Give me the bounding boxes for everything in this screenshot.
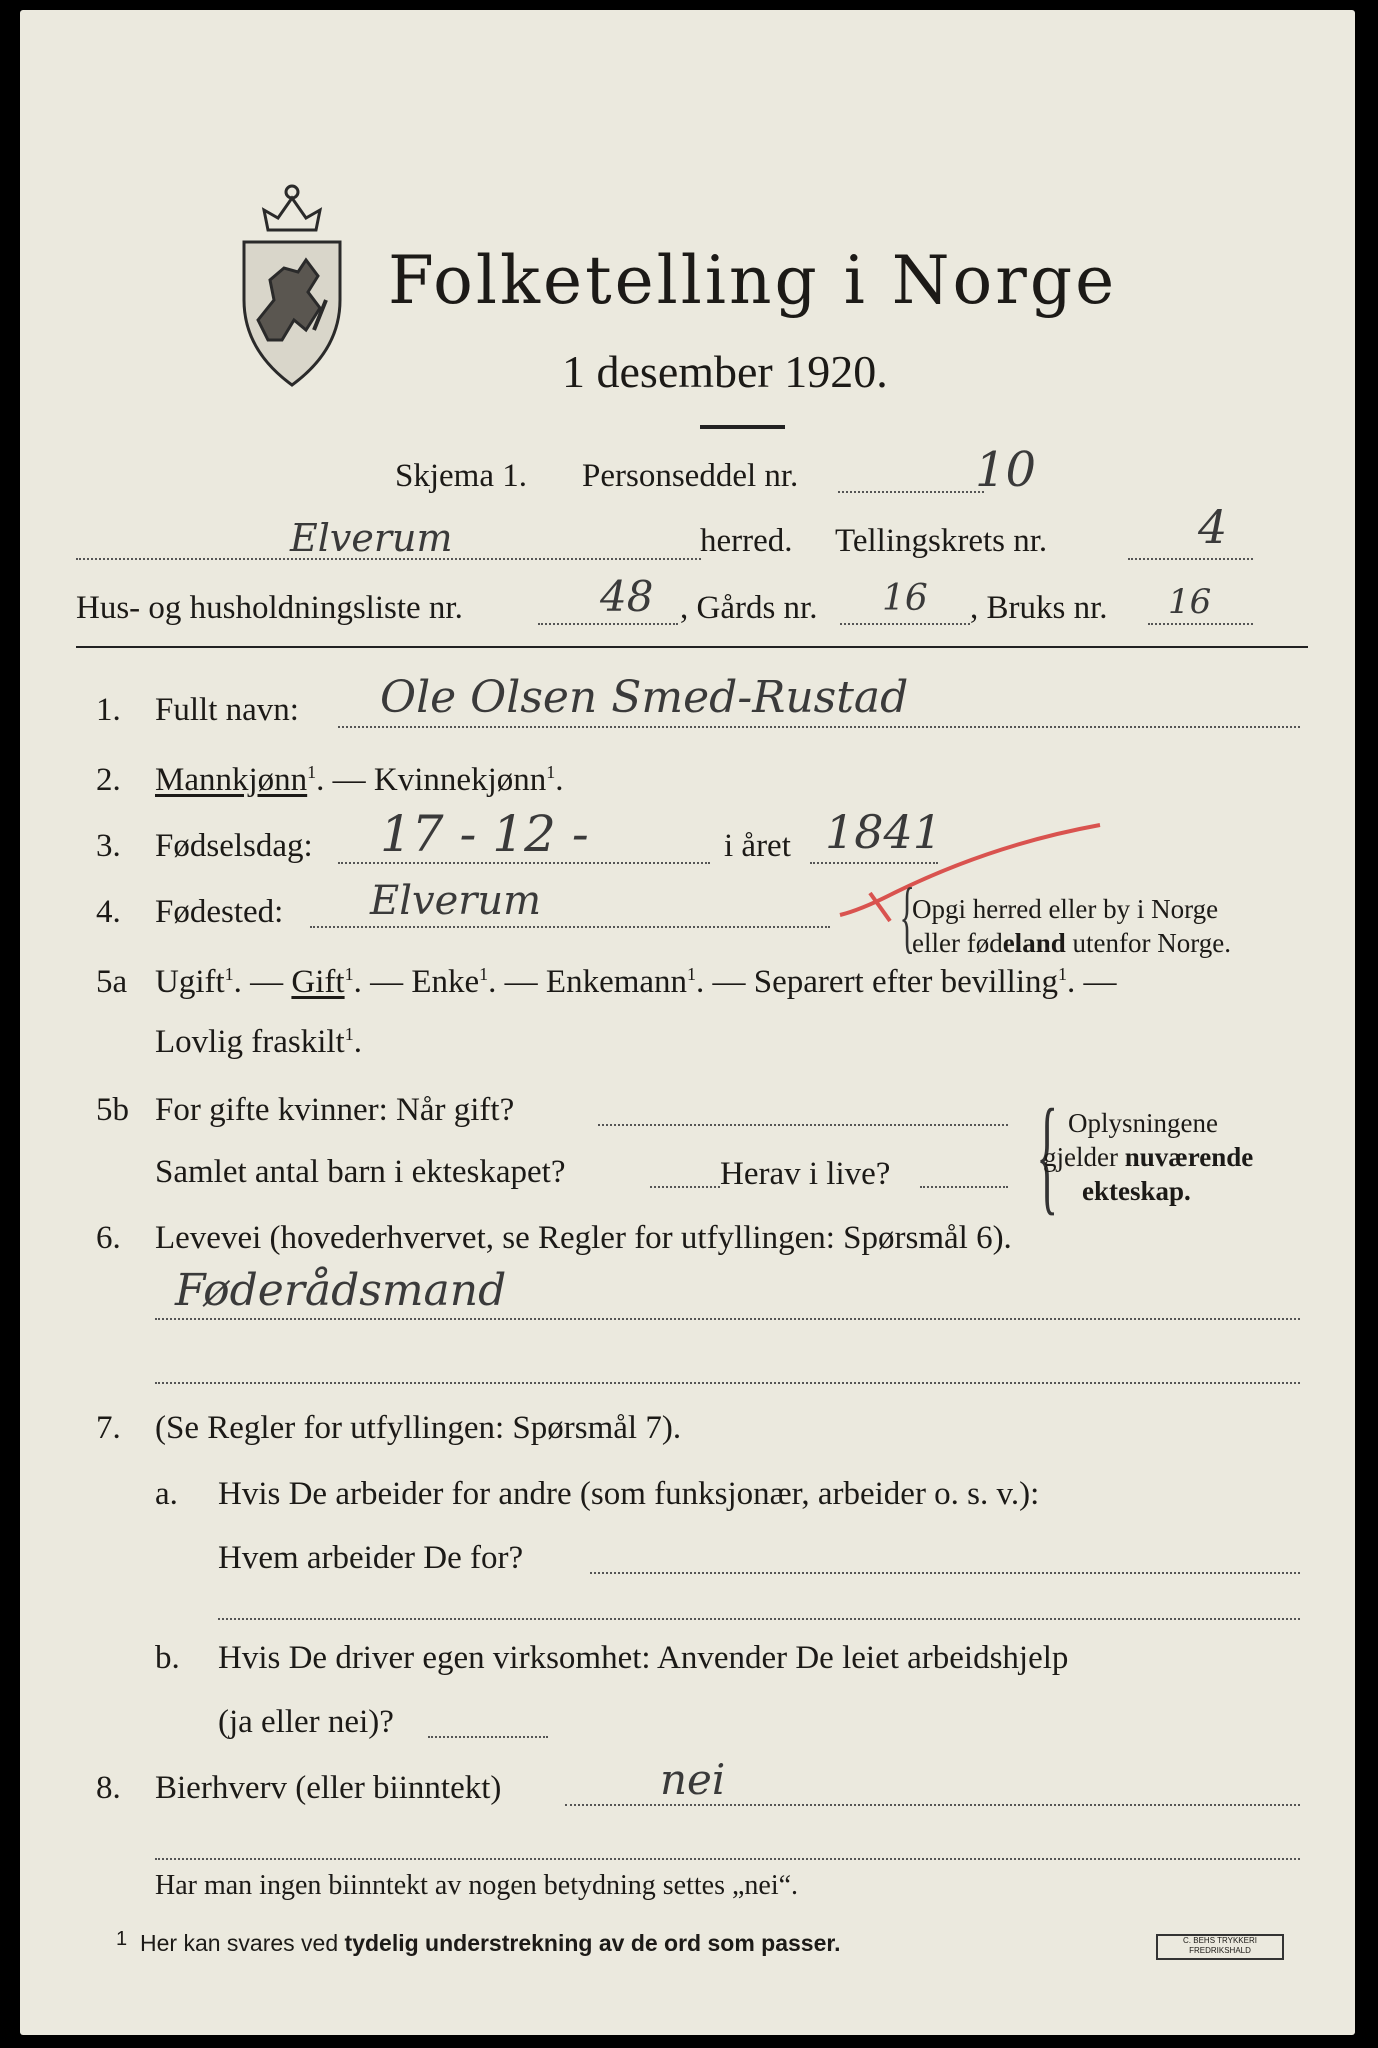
divorced-option[interactable]: Lovlig fraskilt$^1$. xyxy=(155,1024,362,1060)
marriage-note-brace: { xyxy=(1036,1083,1059,1227)
full-name-field-line xyxy=(338,726,1300,728)
occupation-label: Levevei (hovederhvervet, se Regler for utfyllingen: Spørsmål 6). xyxy=(155,1220,1012,1256)
form-title: Folketelling i Norge xyxy=(388,242,1118,319)
q7a-letter: a. xyxy=(155,1476,178,1512)
personseddel-label: Personseddel nr. xyxy=(582,458,799,494)
children-count-label: Samlet antal barn i ekteskapet? xyxy=(155,1154,566,1190)
title-divider xyxy=(700,425,785,429)
sex-options: Mannkjønn$^1$. — Kvinnekjønn$^1$. xyxy=(155,762,564,798)
children-alive-field-line xyxy=(920,1186,1008,1188)
gards-field-line xyxy=(840,623,970,625)
employer-field-line-2 xyxy=(218,1618,1300,1620)
tellingskrets-label: Tellingskrets nr. xyxy=(835,523,1048,559)
occupation-field-line-1 xyxy=(155,1318,1300,1320)
gards-label: , Gårds nr. xyxy=(680,590,818,626)
marriage-date-field-line xyxy=(598,1124,1008,1126)
q5b-number: 5b xyxy=(96,1092,129,1128)
side-income-field-line-1 xyxy=(565,1804,1300,1806)
marriage-date-label: For gifte kvinner: Når gift? xyxy=(155,1092,515,1128)
q6-number: 6. xyxy=(96,1220,121,1256)
household-list-field-line xyxy=(538,623,678,625)
children-count-field-line xyxy=(650,1186,720,1188)
q7-number: 7. xyxy=(96,1410,121,1446)
marriage-note-line1: Oplysningene xyxy=(1068,1108,1218,1138)
q1-number: 1. xyxy=(96,692,121,728)
q3-label: Fødselsdag: xyxy=(155,828,313,864)
tellingskrets-value: 4 xyxy=(1198,500,1228,554)
employer-field-line-1 xyxy=(590,1572,1300,1574)
footnote-text: Her kan svares ved tydelig understrekning av de ord som passer. xyxy=(140,1930,841,1956)
q7b-letter: b. xyxy=(155,1640,180,1676)
bruks-value: 16 xyxy=(1168,582,1212,622)
birthplace-value: Elverum xyxy=(370,878,542,924)
printer-stamp: C. BEHS TRYKKERI FREDRIKSHALD xyxy=(1156,1934,1284,1960)
q1-label: Fullt navn: xyxy=(155,692,299,728)
household-list-label: Hus- og husholdningsliste nr. xyxy=(76,590,463,626)
separated-option[interactable]: . — Separert efter bevilling xyxy=(696,964,1058,1000)
occupation-field-line-2 xyxy=(155,1382,1300,1384)
q7b-line2: (ja eller nei)? xyxy=(218,1704,394,1740)
female-option[interactable]: Kvinnekjønn xyxy=(373,762,547,798)
q8-label: Bierhverv (eller biinntekt) xyxy=(155,1770,502,1806)
tellingskrets-field-line xyxy=(1128,558,1253,560)
q7a-line1: Hvis De arbeider for andre (som funksjonær, arbeider o. s. v.): xyxy=(218,1476,1040,1512)
personseddel-value: 10 xyxy=(975,442,1037,498)
birthplace-note-line2: eller fødeland utenfor Norge. xyxy=(912,928,1231,958)
household-list-value: 48 xyxy=(600,572,654,621)
birthplace-note-line1: Opgi herred eller by i Norge xyxy=(912,894,1219,924)
q5a-number: 5a xyxy=(96,964,128,1000)
birthplace-field-line xyxy=(310,926,830,928)
marital-status-options: Ugift$^1$. — Gift$^1$. — Enke$^1$. — Enkemann$^1$. — Separert efter bevilling$^1$. — xyxy=(155,964,1117,1000)
q7-label: (Se Regler for utfyllingen: Spørsmål 7). xyxy=(155,1410,682,1446)
side-income-note: Har man ingen biinntekt av nogen betydning settes „nei“. xyxy=(155,1870,799,1901)
year-label: i året xyxy=(724,828,791,864)
male-option[interactable]: Mannkjønn xyxy=(155,762,308,798)
bruks-label: , Bruks nr. xyxy=(970,590,1108,626)
q7b-line1: Hvis De driver egen virksomhet: Anvender De leiet arbeidshjelp xyxy=(218,1640,1069,1676)
birth-year-value: 1841 xyxy=(825,805,943,859)
q2-number: 2. xyxy=(96,762,121,798)
occupation-value: Føderådsmand xyxy=(175,1265,507,1316)
children-alive-label: Herav i live? xyxy=(720,1156,891,1192)
widower-option[interactable]: . — Enkemann xyxy=(488,964,688,1000)
unmarried-option[interactable]: Ugift xyxy=(155,964,225,1000)
hired-help-field-line xyxy=(428,1736,548,1738)
gards-value: 16 xyxy=(882,578,928,619)
marriage-note-line2: gjelder nuværende xyxy=(1043,1142,1254,1172)
q3-number: 3. xyxy=(96,828,121,864)
coat-of-arms-icon xyxy=(228,180,356,388)
married-option[interactable]: Gift xyxy=(291,964,345,1000)
full-name-value: Ole Olsen Smed-Rustad xyxy=(380,672,909,723)
personseddel-field-line xyxy=(838,491,984,493)
side-income-value: nei xyxy=(660,1755,726,1804)
footnote-mark: 1 xyxy=(116,1928,128,1950)
herred-label: herred. xyxy=(700,523,793,559)
birthdate-value: 17 - 12 - xyxy=(380,805,589,863)
q4-label: Fødested: xyxy=(155,894,284,930)
q4-number: 4. xyxy=(96,894,121,930)
schema-label: Skjema 1. xyxy=(395,458,527,494)
birthplace-note-brace: { xyxy=(899,873,915,961)
q7a-line2: Hvem arbeider De for? xyxy=(218,1540,524,1576)
municipality-value: Elverum xyxy=(290,516,453,560)
side-income-field-line-2 xyxy=(155,1858,1300,1860)
bruks-field-line xyxy=(1148,623,1253,625)
census-date: 1 desember 1920. xyxy=(562,346,888,397)
q8-number: 8. xyxy=(96,1770,121,1806)
widow-option[interactable]: . — Enke xyxy=(353,964,480,1000)
census-form-sheet xyxy=(20,10,1355,2035)
marriage-note-line3: ekteskap. xyxy=(1082,1176,1191,1206)
header-divider xyxy=(76,646,1308,648)
